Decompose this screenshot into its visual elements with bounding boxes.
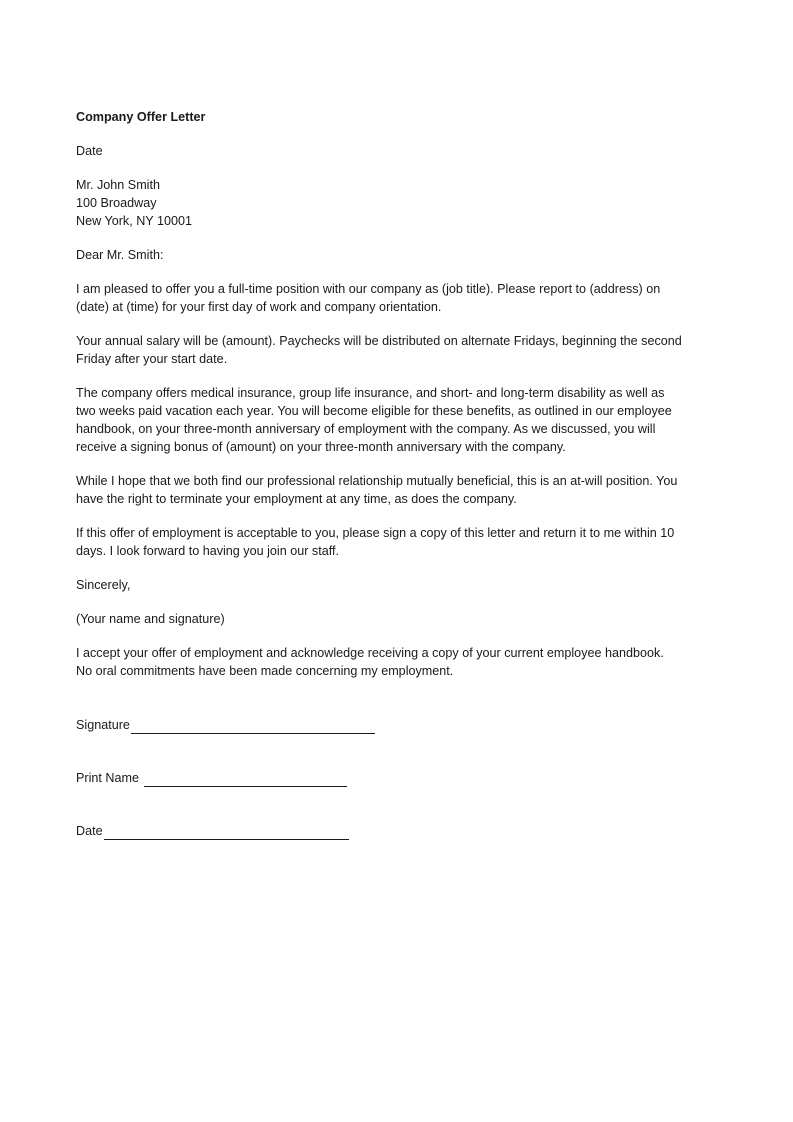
paragraph-benefits	[76, 384, 713, 456]
recipient-street: 100 Broadway	[76, 196, 157, 210]
paragraph-line: days. I look forward to having you join our staff.	[76, 544, 339, 558]
signature-field	[76, 716, 713, 734]
acceptance-statement	[76, 644, 713, 680]
date-field	[76, 822, 713, 840]
recipient-name: Mr. John Smith	[76, 178, 160, 192]
paragraph-acceptance-request	[76, 524, 713, 560]
paragraph-line: If this offer of employment is acceptable to you, please sign a copy of this letter and return it to me within 10	[76, 526, 675, 540]
letter-date: Date	[76, 144, 103, 158]
print-name-field	[76, 769, 713, 787]
paragraph-line: The company offers medical insurance, group life insurance, and short- and long-term disability as well as	[76, 386, 665, 400]
print-name-line[interactable]	[144, 773, 347, 787]
paragraph-line: handbook, on your three-month anniversary of employment with the company. As we discussed, you will	[76, 422, 656, 436]
paragraph-line: Friday after your start date.	[76, 352, 228, 366]
paragraph-line: two weeks paid vacation each year. You will become eligible for these benefits, as outlined in our employee	[76, 404, 672, 418]
paragraph-line: Your annual salary will be (amount). Paychecks will be distributed on alternate Fridays, beginning the second	[76, 334, 682, 348]
date-field-label: Date	[76, 824, 103, 838]
salutation: Dear Mr. Smith:	[76, 248, 164, 262]
paragraph-line: have the right to terminate your employment at any time, as does the company.	[76, 492, 517, 506]
date-line[interactable]	[104, 826, 349, 840]
acceptance-line: I accept your offer of employment and acknowledge receiving a copy of your current employee handbook.	[76, 646, 664, 660]
paragraph-salary	[76, 332, 713, 368]
paragraph-at-will	[76, 472, 713, 508]
print-name-label: Print Name	[76, 771, 143, 785]
closing: Sincerely,	[76, 578, 131, 592]
signature-label: Signature	[76, 718, 130, 732]
paragraph-line: While I hope that we both find our professional relationship mutually beneficial, this is an at-will position. You	[76, 474, 678, 488]
sender-placeholder: (Your name and signature)	[76, 612, 225, 626]
signature-line[interactable]	[131, 720, 375, 734]
recipient-city: New York, NY 10001	[76, 214, 192, 228]
acceptance-line: No oral commitments have been made concerning my employment.	[76, 664, 454, 678]
paragraph-line: I am pleased to offer you a full-time position with our company as (job title). Please report to (address) on	[76, 282, 661, 296]
paragraph-offer	[76, 280, 713, 316]
recipient-address	[76, 176, 713, 230]
paragraph-line: receive a signing bonus of (amount) on your three-month anniversary with the company.	[76, 440, 566, 454]
document-title: Company Offer Letter	[76, 110, 206, 124]
paragraph-line: (date) at (time) for your first day of work and company orientation.	[76, 300, 442, 314]
